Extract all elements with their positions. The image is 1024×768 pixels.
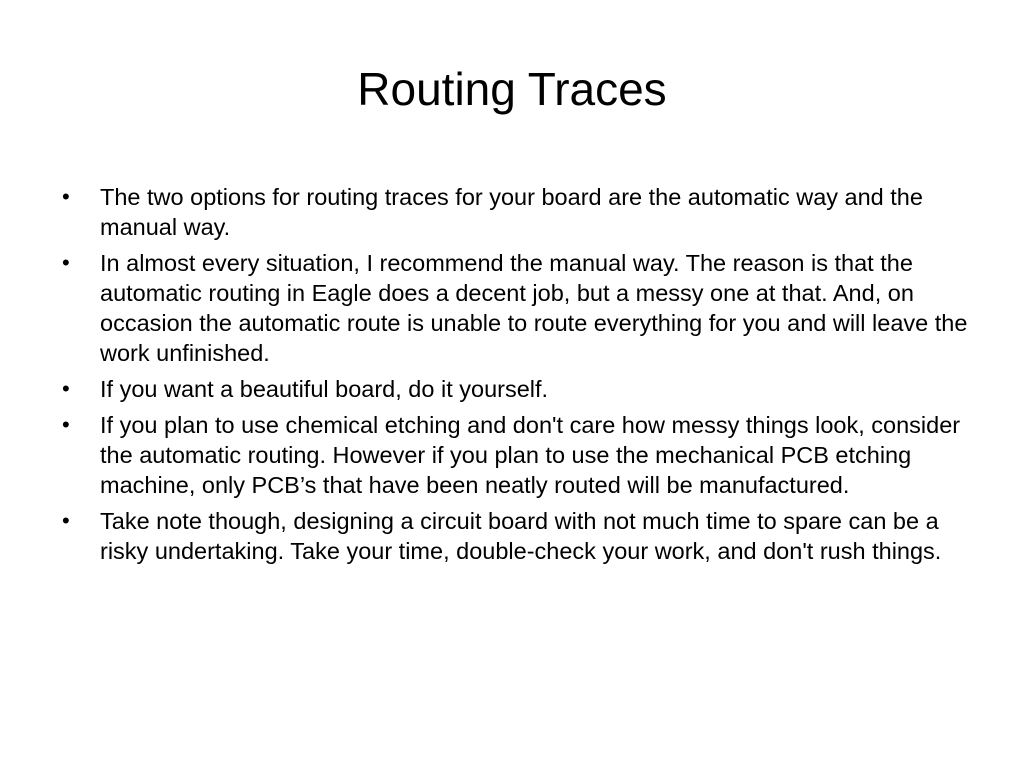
- bullet-point-icon: •: [62, 250, 70, 275]
- bullet-list: [60, 182, 970, 572]
- bullet-item: [60, 374, 970, 404]
- bullet-item: [60, 248, 970, 368]
- bullet-text: In almost every situation, I recommend the manual way. The reason is that the automatic routing in Eagle does a decent job, but a messy one at that. And, on occasion the automatic route is unable to route everything for you and will leave the work unfinished.: [100, 250, 968, 366]
- bullet-item: [60, 182, 970, 242]
- slide-title: Routing Traces: [357, 63, 667, 115]
- bullet-item: [60, 410, 970, 500]
- bullet-text: Take note though, designing a circuit board with not much time to spare can be a risky undertaking. Take your time, double-check your work, and don't rush things.: [100, 508, 942, 564]
- bullet-item: [60, 506, 970, 566]
- bullet-text: The two options for routing traces for your board are the automatic way and the manual way.: [100, 184, 923, 240]
- bullet-point-icon: •: [62, 184, 70, 209]
- bullet-point-icon: •: [62, 376, 70, 401]
- bullet-text: If you want a beautiful board, do it yourself.: [100, 376, 549, 402]
- bullet-point-icon: •: [62, 508, 70, 533]
- bullet-text: If you plan to use chemical etching and don't care how messy things look, consider the automatic routing. However if you plan to use the mechanical PCB etching machine, only PCB’s that have been neatly routed will be manufactured.: [100, 412, 961, 498]
- bullet-point-icon: •: [62, 412, 70, 437]
